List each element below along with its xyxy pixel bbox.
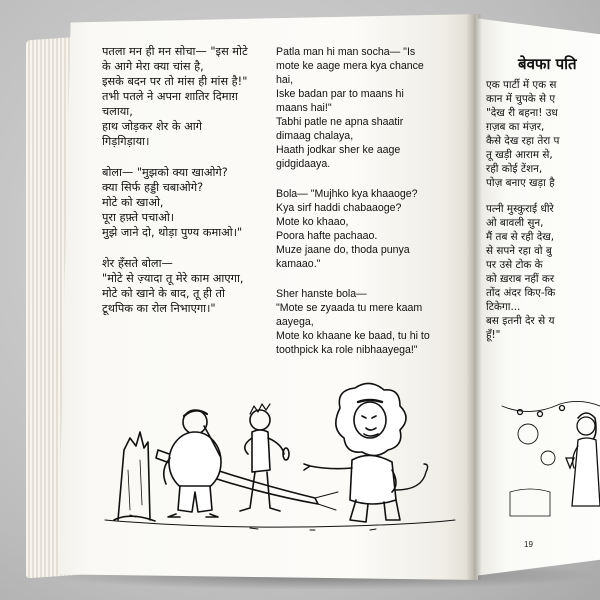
- hindi-paragraph: शेर हँसते बोला— "मोटे से ज़्यादा तू मेरे काम आएगा, मोटे को खाने के बाद, तू ही तो टूथपिक का रोल निभाएगा।": [102, 257, 244, 315]
- fat-man-icon: [164, 410, 221, 517]
- hindi-text-column: [102, 44, 272, 332]
- book-gutter: [466, 14, 482, 580]
- english-paragraph: Patla man hi man socha— "Is mote ke aage mera kya chance hai, Iske badan par to maans hi maans hai!" Tabhi patle ne apna shaatir dimaag chalaya, Haath jodkar sher ke aage gidgidaaya.: [276, 46, 424, 170]
- woman-with-drink-icon: [566, 413, 600, 506]
- hindi-paragraph: पतला मन ही मन सोचा— "इस मोटे के आगे मेरा क्या चांस है, इसके बदन पर तो मांस ही मांस है!" तभी पतले ने अपना शातिर दिमाग़ चलाया, हाथ जोड़कर शेर के आगे गिड़गिड़ाया।: [102, 45, 248, 148]
- party-illustration: [500, 396, 600, 524]
- right-page-title: बेवफा पति: [518, 55, 577, 73]
- english-transliteration-column: [276, 45, 461, 373]
- tree-stump-icon: [118, 432, 150, 520]
- right-paragraph: एक पार्टी में एक स कान में चुपके से ए "देख री बहना! उध ग़ज़ब का मंज़र, कैसे देख रहा तेरा प तू खड़ी आराम से, रही कोई टेंशन, पोज़ बनाए खड़ा है: [486, 79, 560, 189]
- right-page-text-column: [486, 78, 600, 354]
- hindi-paragraph: बोला— "मुझको क्या खाओगे? क्या सिर्फ हड्डी चबाओगे? मोटे को खाओ, पूरा हफ़्ते पचाओ। मुझे जाने दो, थोड़ा पुण्य कमाओ।": [102, 166, 243, 239]
- thin-man-icon: [240, 404, 289, 511]
- page-number: 19: [524, 540, 533, 549]
- lion-cartoon-illustration: [100, 380, 460, 540]
- english-paragraph: Sher hanste bola— "Mote se zyaada tu mere kaam aayega, Mote ko khaane ke baad, tu hi to toothpick ka role nibhaayega!": [276, 288, 430, 356]
- right-paragraph: पत्नी मुस्कुराई धीरे ओ बावली सुन, मैं तब से रही देख, से सपने रहा वो बु पर उसे टोक के को ख़राब नहीं कर तोंद अंदर किए-कि टिकेगा... बस इतनी देर से य हूँ!": [486, 203, 556, 341]
- english-paragraph: Bola— "Mujhko kya khaaoge? Kya sirf haddi chabaaoge? Mote ko khaao, Poora hafte pachaao. Muze jaane do, thoda punya kamaao.": [276, 188, 418, 270]
- angry-lion-icon: [304, 383, 428, 522]
